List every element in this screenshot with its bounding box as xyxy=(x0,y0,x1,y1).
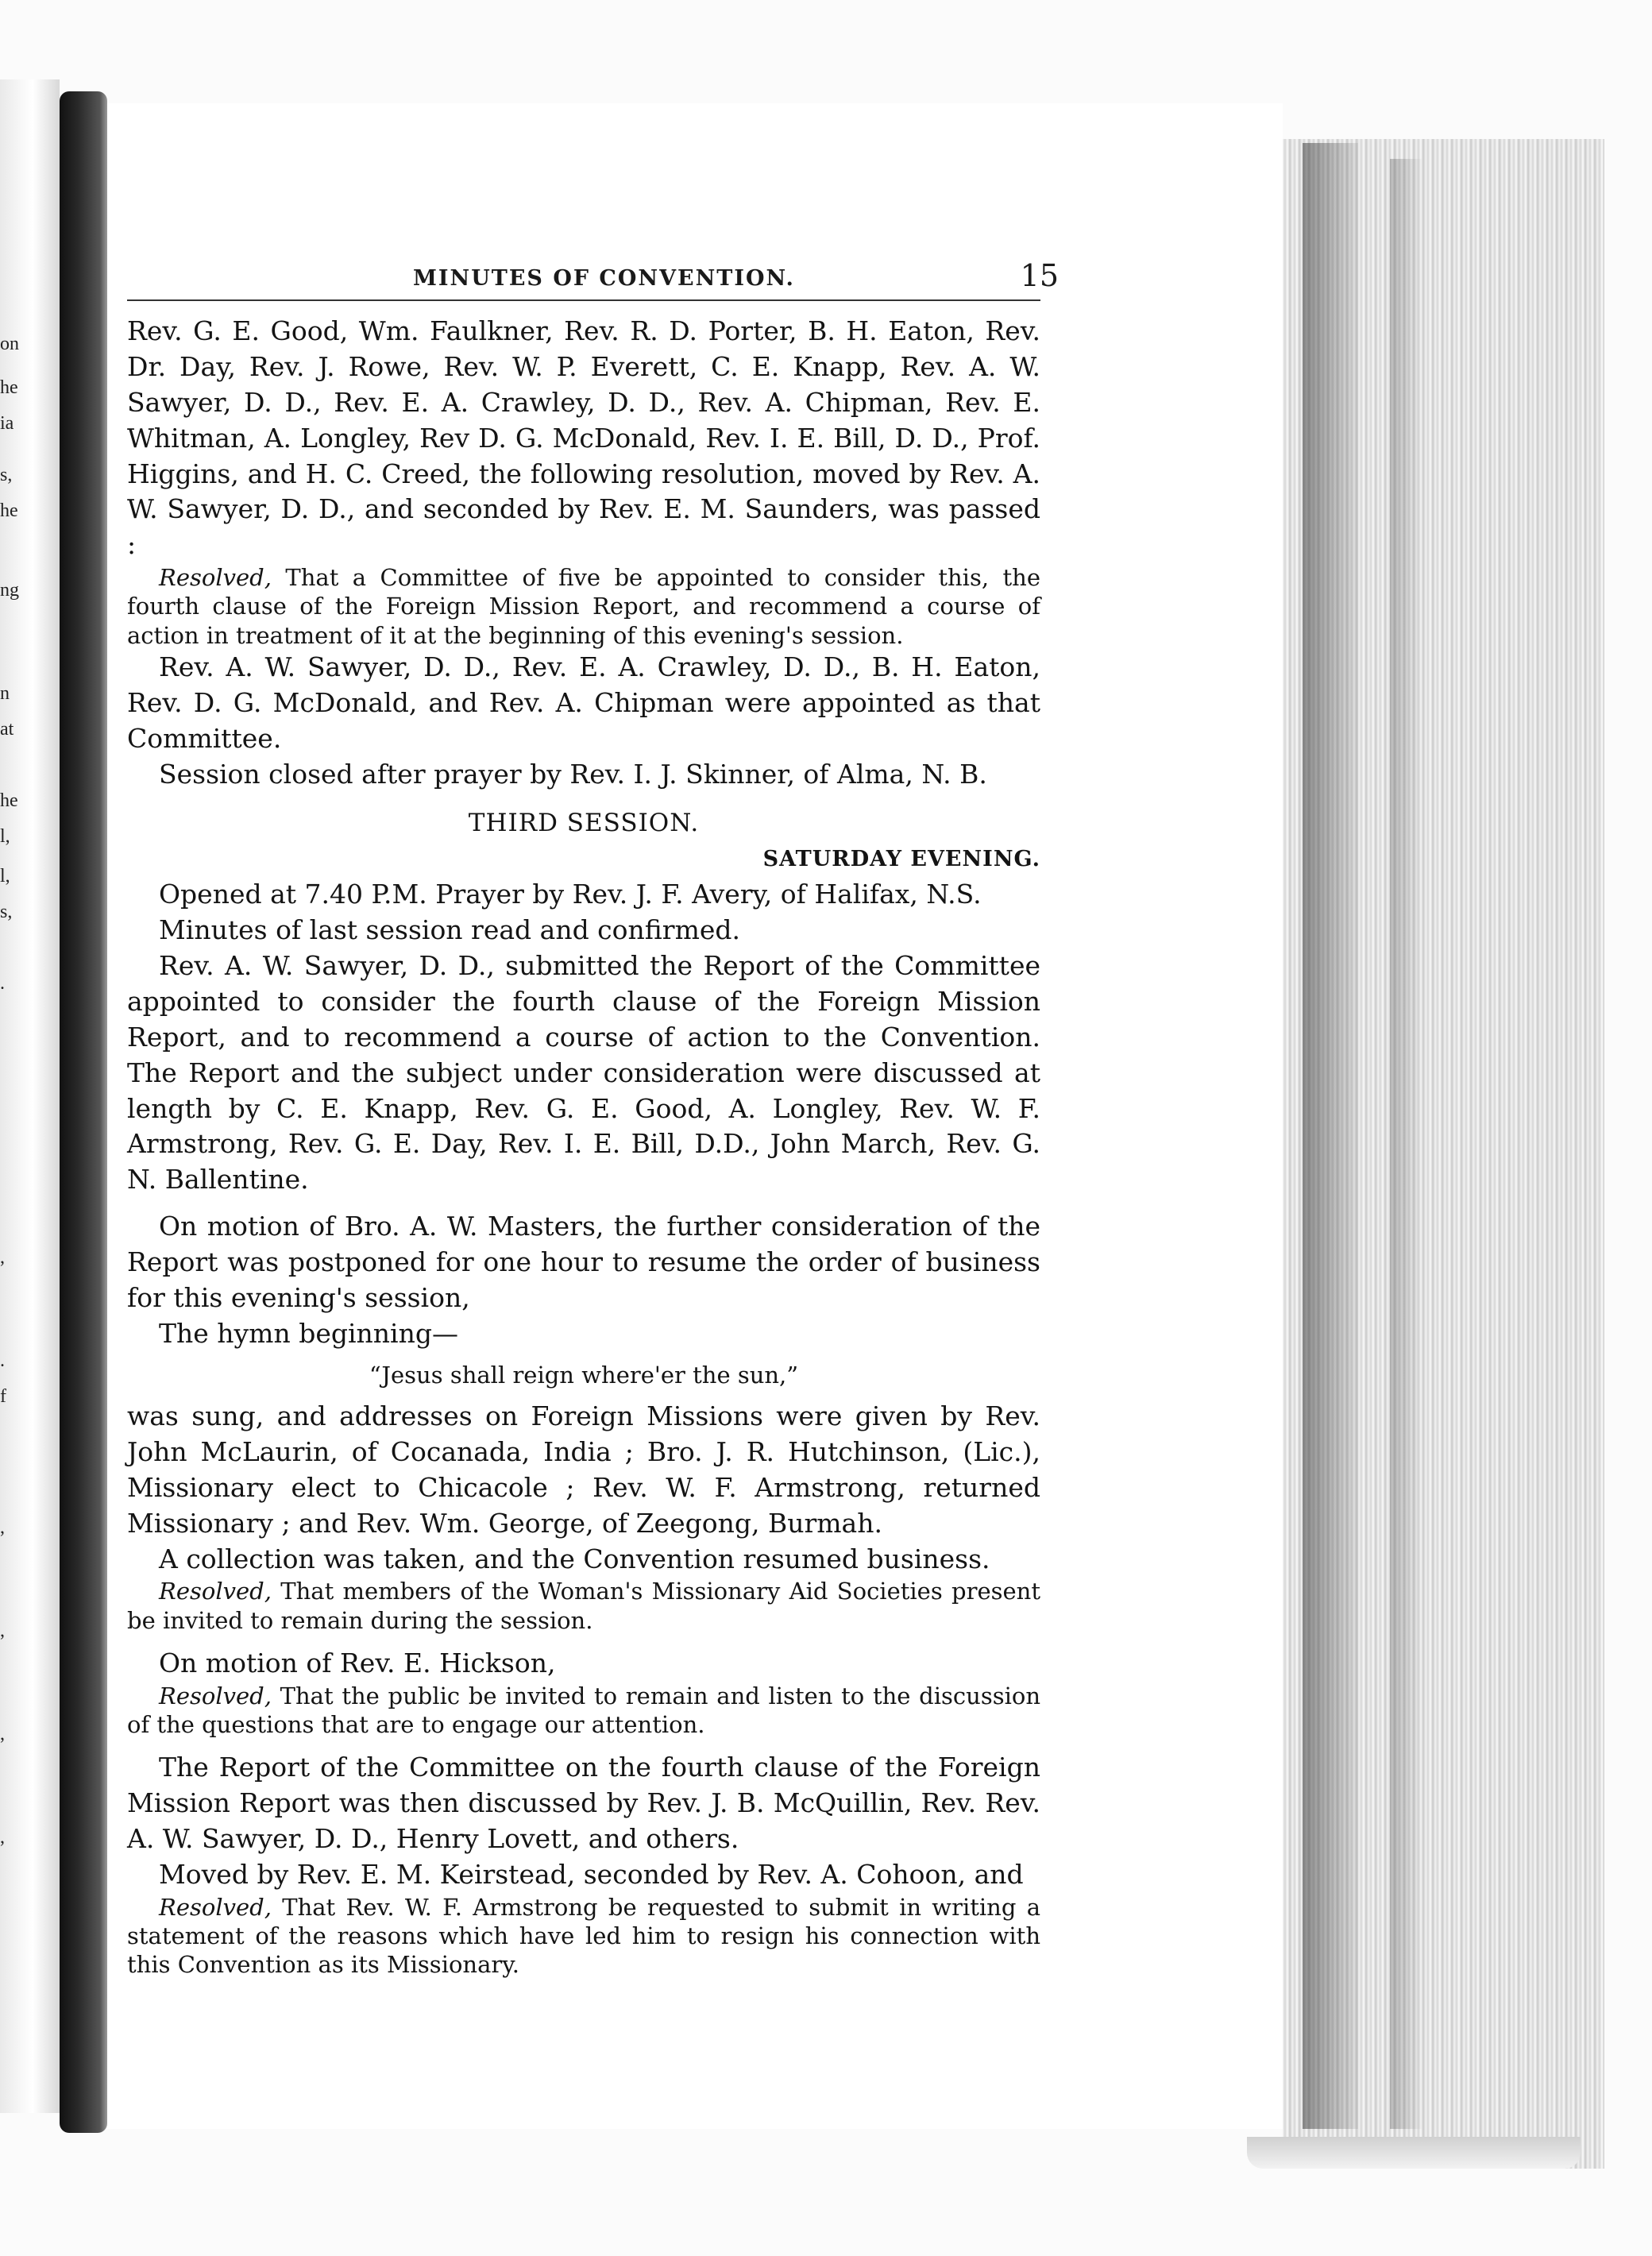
previous-page-fragment: he xyxy=(0,500,18,521)
paragraph: Rev. A. W. Sawyer, D. D., Rev. E. A. Crawley, D. D., B. H. Eaton, Rev. D. G. McDonald, and Rev. A. Chipman were appointed as that Committee. xyxy=(127,651,1040,754)
resolution xyxy=(127,1682,1040,1740)
hymn-quote: “Jesus shall reign where'er the sun,” xyxy=(369,1361,799,1389)
previous-page-fragment: ia xyxy=(0,413,14,434)
paragraph: Rev. G. E. Good, Wm. Faulkner, Rev. R. D. Porter, B. H. Eaton, Rev. Dr. Day, Rev. J. Rowe, Rev. W. P. Everett, C. E. Knapp, Rev. A. W. Sawyer, D. D., Rev. E. A. Crawley, D. D., Rev. A. Chipman, Rev. E. Whitman, A. Longley, Rev D. G. McDonald, Rev. I. E. Bill, D. D., Prof. Higgins, and H. C. Creed, the following resolution, moved by Rev. A. W. Sawyer, D. D., and seconded by Rev. E. M. Saunders, was passed : xyxy=(127,315,1040,561)
fore-edge-shadow xyxy=(1303,143,1358,2129)
previous-page-fragment: , xyxy=(0,1724,5,1744)
paragraph: On motion of Rev. E. Hickson, xyxy=(159,1647,556,1678)
resolution xyxy=(127,563,1040,650)
section-title: THIRD SESSION. xyxy=(468,809,700,838)
page-header xyxy=(127,250,1059,298)
previous-page-fragment: on xyxy=(0,334,19,354)
spacer xyxy=(127,1739,1040,1750)
previous-page-fragment: , xyxy=(0,1827,5,1848)
resolution-text: That Rev. W. F. Armstrong be requested to submit in writing a statement of the reasons which have led him to resign his connection with this Convention as its Missionary. xyxy=(127,1893,1040,1979)
previous-page-fragment: . xyxy=(0,973,5,994)
resolution xyxy=(127,1893,1040,1980)
previous-page-fragment: he xyxy=(0,790,18,811)
previous-page-fragment: s, xyxy=(0,902,13,922)
resolution-text: That members of the Woman's Missionary Aid Societies present be invited to remain during the session. xyxy=(127,1578,1040,1634)
header-rule xyxy=(127,299,1040,301)
previous-page-fragment: , xyxy=(0,1247,5,1268)
previous-page-fragment: , xyxy=(0,1621,5,1641)
previous-page-fragment: . xyxy=(0,1350,5,1371)
day-label: SATURDAY EVENING. xyxy=(762,846,1040,871)
fore-edge-shadow xyxy=(1390,159,1422,2129)
previous-page-fragment: , xyxy=(0,1517,5,1538)
paragraph: Moved by Rev. E. M. Keirstead, seconded by Rev. A. Cohoon, and xyxy=(159,1858,1024,1890)
page-number: 15 xyxy=(1020,258,1059,293)
previous-page-fragment: l, xyxy=(0,866,10,887)
previous-page-edge xyxy=(0,79,60,2113)
spacer xyxy=(127,1635,1040,1646)
previous-page-fragment: ng xyxy=(0,580,19,601)
previous-page-fragment: f xyxy=(0,1386,6,1407)
paragraph: The Report of the Committee on the fourth clause of the Foreign Mission Report was then discussed by Rev. J. B. McQuillin, Rev. Rev. A. W. Sawyer, D. D., Henry Lovett, and others. xyxy=(127,1752,1040,1855)
paragraph: Opened at 7.40 P.M. Prayer by Rev. J. F. Avery, of Halifax, N.S. xyxy=(159,879,982,910)
paragraph: On motion of Bro. A. W. Masters, the further consideration of the Report was postponed for one hour to resume the order of business for this evening's session, xyxy=(127,1211,1040,1313)
resolved-label: Resolved, xyxy=(159,1578,272,1605)
previous-page-fragment: he xyxy=(0,377,18,398)
paragraph: Session closed after prayer by Rev. I. J. Skinner, of Alma, N. B. xyxy=(159,758,987,790)
paragraph: Rev. A. W. Sawyer, D. D., submitted the Report of the Committee appointed to consider the fourth clause of the Foreign Mission Report, and to recommend a course of action to the Convention. The Report and the subject under consideration were discussed at length by C. E. Knapp, Rev. G. E. Good, A. Longley, Rev. W. F. Armstrong, Rev. G. E. Day, Rev. I. E. Bill, D.D., John March, Rev. G. N. Ballentine. xyxy=(127,950,1040,1196)
previous-page-fragment: l, xyxy=(0,826,10,847)
page-body xyxy=(127,314,1040,1980)
paragraph: A collection was taken, and the Convention resumed business. xyxy=(159,1543,990,1574)
paragraph: Minutes of last session read and confirmed. xyxy=(159,914,741,946)
book-gutter xyxy=(60,91,107,2133)
book-bottom-edge xyxy=(1247,2137,1581,2169)
resolved-label: Resolved, xyxy=(159,1682,272,1709)
previous-page-fragment: at xyxy=(0,719,14,740)
previous-page-fragment: s, xyxy=(0,465,13,485)
resolution-text: That the public be invited to remain and listen to the discussion of the questions that are to engage our attention. xyxy=(127,1682,1040,1739)
resolved-label: Resolved, xyxy=(159,1893,272,1921)
paragraph: was sung, and addresses on Foreign Missions were given by Rev. John McLaurin, of Cocanada, India ; Bro. J. R. Hutchinson, (Lic.), Missionary elect to Chicacole ; Rev. W. F. Armstrong, returned Missionary ; and Rev. Wm. George, of Zeegong, Burmah. xyxy=(127,1400,1040,1539)
spacer xyxy=(127,1198,1040,1209)
resolution-text: That a Committee of five be appointed to consider this, the fourth clause of the Foreign Mission Report, and recommend a course of action in treatment of it at the beginning of this evening's session. xyxy=(127,564,1040,649)
resolution xyxy=(127,1577,1040,1635)
paragraph: The hymn beginning— xyxy=(159,1317,458,1349)
previous-page-fragment: n xyxy=(0,683,10,704)
running-head: MINUTES OF CONVENTION. xyxy=(413,266,795,291)
resolved-label: Resolved, xyxy=(159,564,272,592)
